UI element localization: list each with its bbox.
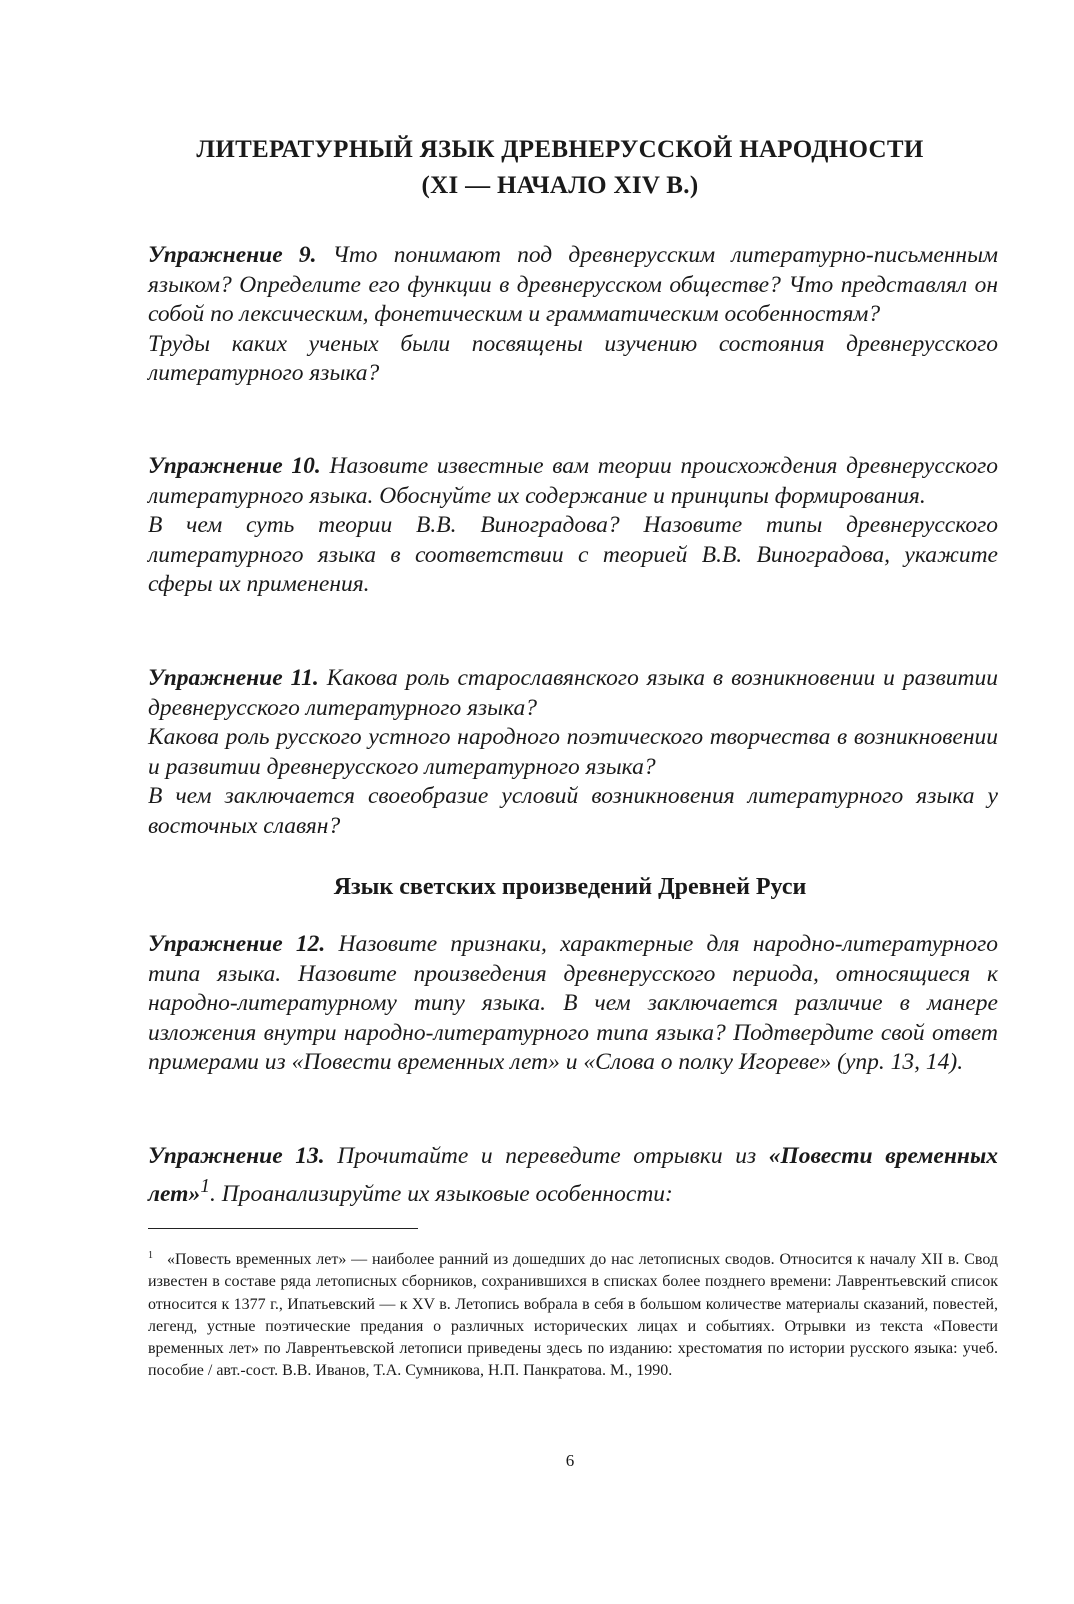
footnote-reference[interactable]: 1: [200, 1175, 211, 1197]
footnote-divider: [148, 1228, 418, 1229]
footnote: [148, 1245, 998, 1383]
exercise-text: Назовите известные вам теории происхождения древнерусского литературного языка. Обоснуйте их содержание и принципы формирования.: [148, 453, 998, 509]
exercise-text: Прочитайте и переведите отрывки из: [337, 1143, 757, 1169]
exercise-text: Что понимают под древнерусским литературно-письменным языком? Определите его функции в древнерусском обществе? Что представлял он собой по лексическим, фонетическим и грамматическим особенностям?: [148, 242, 999, 327]
page-number: 6: [565, 1451, 575, 1470]
exercise-12: [148, 930, 998, 1078]
exercise-label: Упражнение 11.: [148, 665, 319, 691]
exercise-label: Упражнение 13.: [148, 1143, 325, 1169]
chronicle-title: «Повести временных лет»: [148, 1143, 999, 1207]
chapter-title-line-1: ЛИТЕРАТУРНЫЙ ЯЗЫК ДРЕВНЕРУССКОЙ НАРОДНОСТИ: [196, 136, 924, 163]
exercise-text: Какова роль русского устного народного поэтического творчества в возникновении и развитии древнерусского литературного языка?: [148, 724, 998, 780]
exercise-9: [148, 241, 998, 389]
exercise-label: Упражнение 9.: [148, 242, 317, 268]
exercise-label: Упражнение 10.: [148, 453, 321, 479]
section-title: Язык светских произведений Древней Руси: [333, 874, 807, 900]
footnote-text: «Повесть временных лет» — наиболее ранний из дошедших до нас летописных сводов. Относится к началу XII в. Свод известен в составе ряда летописных сборников, сохранившихся в списках более позднего времени: Лаврентьевский список относится к 1377 г., Ипатьевский — к XV в. Летопись вобрала в себя в большом количестве материалы сказаний, повестей, легенд, устные поэтические предания о различных исторических лицах и событиях. Отрывки из текста «Повести временных лет» по Лаврентьевской летописи приведены здесь по изданию: хрестоматия по истории русского языка: учеб. пособие / авт.-сост. В.В. Иванов, Т.А. Сумникова, Н.П. Панкратова. М., 1990.: [148, 1251, 998, 1380]
exercise-text: Какова роль старославянского языка в возникновении и развитии древнерусского литературного языка?: [148, 665, 998, 721]
footnote-mark: 1: [148, 1250, 153, 1261]
exercise-text: В чем суть теории В.В. Виноградова? Назовите типы древнерусского литературного языка в соответствии с теорией В.В. Виноградова, укажите сферы их применения.: [148, 512, 998, 597]
exercise-text: Труды каких ученых были посвящены изучению состояния древнерусского литературного языка?: [148, 330, 998, 386]
chapter-title-line-2: (XI — НАЧАЛО XIV В.): [421, 172, 699, 199]
chapter-title: [150, 132, 970, 204]
exercise-text: В чем заключается своеобразие условий возникновения литературного языка у восточных славян?: [148, 783, 998, 839]
exercise-label: Упражнение 12.: [148, 931, 326, 957]
exercise-10: [148, 452, 998, 600]
exercise-11: [148, 664, 998, 841]
exercise-text: . Проанализируйте их языковые особенности:: [210, 1180, 673, 1207]
exercise-text: Назовите признаки, характерные для народно-литературного типа языка. Назовите произведения древнерусского периода, относящиеся к народно-литературному типу языка. В чем заключается различие в манере изложения внутри народно-литературного типа языка? Подтвердите свой ответ примерами из «Повести временных лет» и «Слова о полку Игореве» (упр. 13, 14).: [148, 931, 999, 1075]
exercise-13: [148, 1142, 998, 1209]
